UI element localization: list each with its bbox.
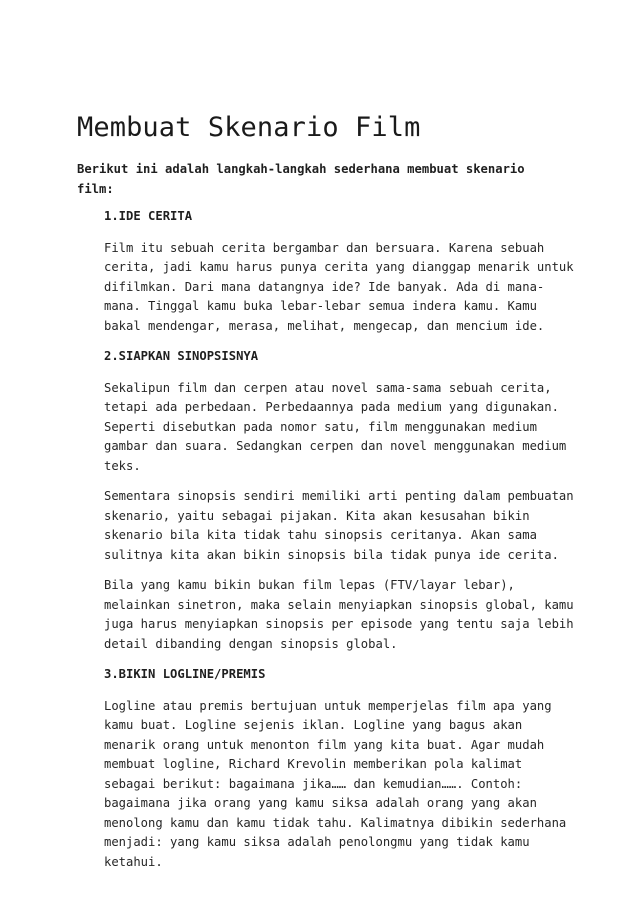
section-heading: 3.BIKIN LOGLINE/PREMIS: [104, 667, 266, 681]
section-bikin-logline: [104, 665, 574, 872]
document-title: Membuat Skenario Film: [77, 112, 421, 143]
paragraph: Logline atau premis bertujuan untuk memperjelas film apa yang kamu buat. Logline sejenis iklan. Logline yang bagus akan menarik orang untuk menonton film yang kita buat. Agar mudah membuat logline, Richard Krevolin memberikan pola kalimat sebagai berikut: bagaimana jika…… dan kemudian……. Contoh: bagaimana jika orang yang kamu siksa adalah orang yang akan menolong kamu dan kamu tidak tahu. Kalimatnya dibikin sederhana menjadi: yang kamu siksa adalah penolongmu yang tidak kamu ketahui.: [104, 698, 567, 869]
section-siapkan-sinopsis: [104, 347, 574, 654]
document-body: [104, 207, 574, 883]
intro-text: Berikut ini adalah langkah-langkah sederhana membuat skenario film:: [77, 162, 525, 196]
section-ide-cerita: [104, 207, 574, 336]
section-heading: 2.SIAPKAN SINOPSISNYA: [104, 349, 259, 363]
paragraph: Sekalipun film dan cerpen atau novel sama-sama sebuah cerita, tetapi ada perbedaan. Perbedaannya pada medium yang digunakan. Seperti disebutkan pada nomor satu, film menggunakan medium gambar dan suara. Sedangkan cerpen dan novel menggunakan medium teks.: [104, 380, 567, 473]
paragraph: Bila yang kamu bikin bukan film lepas (FTV/layar lebar), melainkan sinetron, maka selain menyiapkan sinopsis global, kamu juga harus menyiapkan sinopsis per episode yang tentu saja lebih detail dibanding dengan sinopsis global.: [104, 578, 574, 651]
paragraph: Sementara sinopsis sendiri memiliki arti penting dalam pembuatan skenario, yaitu sebagai pijakan. Kita akan kesusahan bikin skenario bila kita tidak tahu sinopsis ceritanya. Akan sama sulitnya kita akan bikin sinopsis bila tidak punya ide cerita.: [104, 489, 574, 562]
section-heading: 1.IDE CERITA: [104, 209, 193, 223]
paragraph: Film itu sebuah cerita bergambar dan bersuara. Karena sebuah cerita, jadi kamu harus punya cerita yang dianggap menarik untuk difilmkan. Dari mana datangnya ide? Ide banyak. Ada di mana-mana. Tinggal kamu buka lebar-lebar semua indera kamu. Kamu bakal mendengar, merasa, melihat, mengecap, dan mencium ide.: [104, 240, 574, 333]
